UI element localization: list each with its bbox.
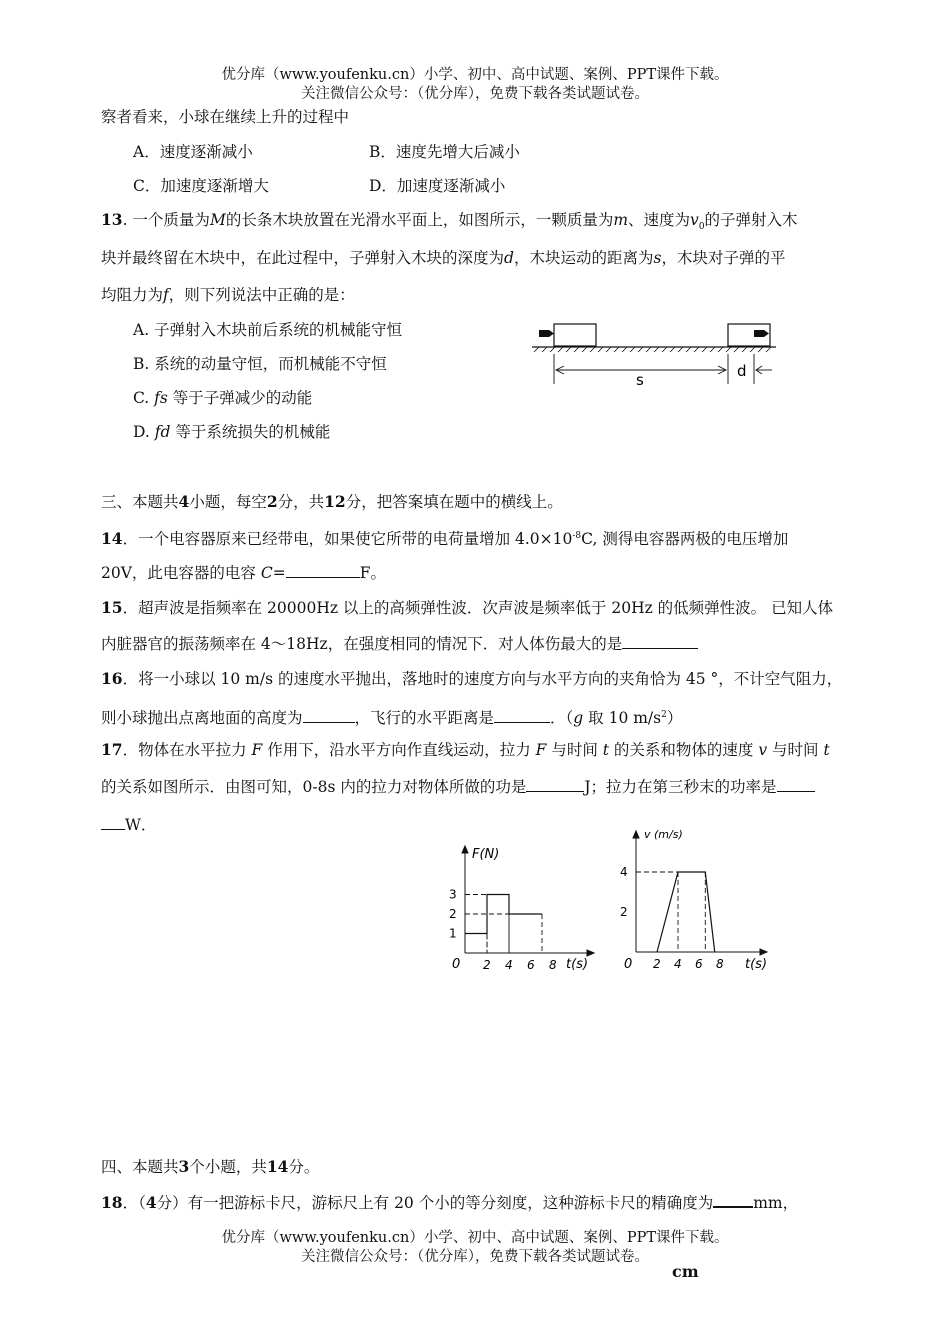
section-3-heading: 三、本题共4小题，每空2分，共12分，把答案填在题中的横线上。 <box>101 492 563 511</box>
section-4-heading: 四、本题共3个小题，共14分。 <box>101 1157 320 1176</box>
q13-option-a: A. 子弹射入木块前后系统的机械能守恒 <box>133 321 403 339</box>
velocity-series-line <box>657 872 715 952</box>
f-graph-ytick-2: 2 <box>449 907 457 921</box>
q14-line-1: 14．一个电容器原来已经带电，如果使它所带的电荷量增加 $4.0\times 10^{-8}C$, 测得电容器两极的电压增加 <box>101 529 789 549</box>
footer-line-2: 关注微信公众号：（优分库），免费下载各类试题试卷。 <box>301 1249 649 1265</box>
q15-line-2: 内脏器官的振荡频率在 4～18Hz，在强度相同的情况下．对人体伤最大的是 <box>101 634 698 654</box>
velocity-time-graph <box>618 822 783 974</box>
q12-option-d: D．加速度逐渐减小 <box>369 177 506 195</box>
f-graph-xtick-6: 6 <box>527 958 535 972</box>
label-s: s <box>636 371 644 389</box>
q17-power-blank-part1[interactable] <box>777 777 815 792</box>
q16-line-1: 16．将一小球以 10 m/s 的速度水平抛出，落地时的速度方向与水平方向的夹角恰为 45 °，不计空气阻力， <box>101 669 843 688</box>
v-graph-origin: 0 <box>624 957 633 972</box>
q15-number: 15 <box>101 598 123 617</box>
q13-option-b: B. 系统的动量守恒，而机械能不守恒 <box>133 355 387 373</box>
q12-option-c: C．加速度逐渐增大 <box>133 177 269 195</box>
q18-line-1: 18．（4分）有一把游标卡尺，游标尺上有 20 个小的等分刻度，这种游标卡尺的精确度为 mm， <box>101 1193 799 1212</box>
q16-distance-blank[interactable] <box>494 708 550 723</box>
bullet-block-figure <box>528 318 778 390</box>
q13-option-d: D. fd 等于系统损失的机械能 <box>133 423 331 441</box>
force-time-graph <box>440 838 605 972</box>
q16-line-2: 则小球抛出点离地面的高度为 ，飞行的水平距离是 ．（g 取 10 $m/s^2$） <box>101 709 683 728</box>
q17-line-3: W． <box>101 815 156 835</box>
header-line-2: 关注微信公众号：（优分库），免费下载各类试题试卷。 <box>301 86 649 102</box>
q13-number: 13 <box>101 210 123 229</box>
header-line-1: 优分库（www.youfenku.cn）小学、初中、高中试题、案例、PPT课件下载。 <box>221 67 729 83</box>
v-graph-xtick-4: 4 <box>674 957 682 971</box>
q18-number: 18 <box>101 1193 123 1212</box>
q14-answer-blank[interactable] <box>286 563 360 578</box>
q18-precision-blank[interactable] <box>713 1192 753 1208</box>
f-graph-xtick-4: 4 <box>505 958 513 972</box>
ground-hatch <box>534 347 771 352</box>
q14-number: 14 <box>101 529 123 549</box>
footer-line-1: 优分库（www.youfenku.cn）小学、初中、高中试题、案例、PPT课件下载。 <box>221 1230 729 1246</box>
q12-option-b: B．速度先增大后减小 <box>369 143 520 161</box>
v-graph-ylabel: v (m/s) <box>644 828 683 841</box>
v-graph-xtick-8: 8 <box>716 957 724 971</box>
q13-line-1: 13. 一个质量为M的长条木块放置在光滑水平面上，如图所示，一颗质量为m、速度为$v_0$的子弹射入木 <box>101 210 798 233</box>
q15-line-1: 15．超声波是指频率在 20000Hz 以上的高频弹性波．次声波是频率低于 20Hz 的低频弹性波。 已知人体 <box>101 598 834 617</box>
f-graph-ylabel: F(N) <box>472 847 500 862</box>
q12-option-a: A．速度逐渐减小 <box>133 143 253 161</box>
label-d: d <box>737 362 747 380</box>
q15-answer-blank[interactable] <box>622 634 698 649</box>
f-graph-xtick-2: 2 <box>483 958 491 972</box>
v-graph-xlabel: t(s) <box>745 957 768 972</box>
q17-line-2: 的关系如图所示．由图可知，0-8s 内的拉力对物体所做的功是 J；拉力在第三秒末的功率是 <box>101 777 815 797</box>
q14-line-2: 20V，此电容器的电容 C= F。 <box>101 564 386 582</box>
f-graph-ytick-1: 1 <box>449 926 457 941</box>
v-graph-ytick-2: 2 <box>620 905 628 919</box>
q13-line-2: 块并最终留在木块中，在此过程中，子弹射入木块的深度为d，木块运动的距离为s，木块对子弹的平 <box>101 249 786 267</box>
q17-line-1: 17．物体在水平拉力 F 作用下，沿水平方向作直线运动，拉力 F 与时间 t 的关系和物体的速度 v 与时间 t <box>101 740 830 759</box>
q17-number: 17 <box>101 740 123 759</box>
v-graph-xtick-2: 2 <box>653 957 661 971</box>
v-graph-ytick-4: 4 <box>620 865 628 879</box>
f-graph-ytick-3: 3 <box>449 887 457 902</box>
f-graph-origin: 0 <box>452 957 461 972</box>
q16-height-blank[interactable] <box>303 708 355 723</box>
footer-unit: cm <box>672 1262 699 1281</box>
f-graph-xlabel: t(s) <box>566 957 589 972</box>
q13-option-c: C. fs 等于子弹减少的动能 <box>133 389 313 407</box>
q17-power-blank-part2[interactable] <box>101 815 125 830</box>
f-graph-xtick-8: 8 <box>549 958 557 972</box>
block-initial <box>554 324 596 346</box>
q12-continuation: 察者看来，小球在继续上升的过程中 <box>101 108 350 126</box>
v-graph-xtick-6: 6 <box>695 957 703 971</box>
q16-number: 16 <box>101 669 123 688</box>
bullet-initial <box>539 330 554 337</box>
q13-line-3: 均阻力为f，则下列说法中正确的是： <box>101 286 355 304</box>
q17-work-blank[interactable] <box>526 777 584 792</box>
